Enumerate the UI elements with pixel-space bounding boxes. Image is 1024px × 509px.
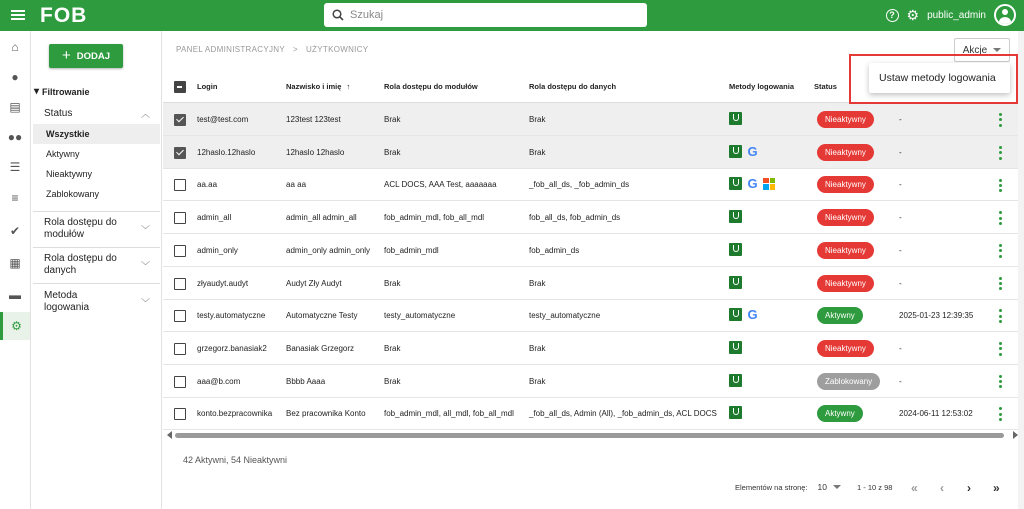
cell-login: admin_all: [197, 213, 232, 223]
plus-icon: +: [61, 47, 71, 64]
more-vert-icon[interactable]: [997, 406, 1003, 422]
more-vert-icon[interactable]: [997, 308, 1003, 324]
status-options: [33, 124, 160, 204]
table-row[interactable]: [163, 234, 1018, 267]
status-title: Status: [44, 108, 73, 119]
cell-login: aa.aa: [197, 180, 218, 190]
filter-title: Filtrowanie: [42, 86, 90, 97]
help-icon[interactable]: ?: [886, 9, 899, 22]
role-data-section[interactable]: [33, 253, 160, 277]
status-option-active[interactable]: Aktywny: [46, 149, 80, 159]
cell-name: admin_only admin_only: [286, 245, 371, 255]
divider: [33, 211, 160, 212]
breadcrumb-users: UŻYTKOWNICY: [305, 45, 369, 54]
cell-last-login: -: [899, 376, 902, 386]
row-checkbox[interactable]: [174, 376, 186, 388]
status-section: [33, 107, 160, 120]
status-option-inactive[interactable]: Nieaktywny: [46, 169, 93, 179]
divider: [33, 283, 160, 284]
header-role-modules[interactable]: Rola dostępu do modułów: [384, 82, 478, 91]
fob-method-icon: [729, 177, 742, 190]
more-vert-icon[interactable]: [997, 243, 1003, 259]
login-method-section[interactable]: [33, 290, 160, 314]
set-login-methods-menu-item[interactable]: Ustaw metody logowania: [869, 63, 1010, 93]
cell-login-methods: [729, 145, 759, 158]
role-modules-section[interactable]: [33, 217, 160, 241]
search-input[interactable]: [350, 9, 630, 21]
page-range: 1 - 10 z 98: [857, 482, 893, 492]
microsoft-method-icon: [763, 178, 775, 190]
cell-login-methods: [729, 341, 742, 354]
cell-login: 12haslo.12haslo: [197, 147, 256, 157]
status-option-blocked[interactable]: Zablokowany: [46, 189, 100, 199]
status-badge: Zablokowany: [817, 373, 880, 390]
row-checkbox[interactable]: [174, 179, 186, 191]
group-icon[interactable]: ●●: [7, 130, 23, 144]
more-vert-icon[interactable]: [997, 112, 1003, 128]
cell-last-login: -: [899, 343, 902, 353]
status-option-all[interactable]: Wszystkie: [33, 124, 160, 144]
cell-role-data: Brak: [529, 376, 546, 386]
cell-name: Audyt Zły Audyt: [286, 278, 342, 288]
breadcrumb: [176, 45, 368, 54]
header-name-label: Nazwisko i imię: [286, 82, 342, 91]
chevron-down-icon: ﹀: [140, 260, 150, 271]
cell-name: 123test 123test: [286, 115, 341, 124]
cell-last-login: -: [899, 180, 902, 190]
prev-page-icon[interactable]: ‹: [940, 481, 944, 495]
google-method-icon: G: [747, 307, 758, 323]
status-section-header[interactable]: [33, 107, 160, 120]
caret-down-icon: [833, 485, 841, 489]
cell-name: aa aa: [286, 180, 307, 190]
fob-method-icon: [729, 308, 742, 321]
google-method-icon: G: [747, 176, 758, 192]
more-vert-icon[interactable]: [997, 374, 1003, 390]
file-icon[interactable]: ▦: [9, 256, 21, 270]
table-row[interactable]: [163, 168, 1018, 201]
more-vert-icon[interactable]: [997, 145, 1003, 161]
fob-method-icon: [729, 210, 742, 223]
actions-dropdown[interactable]: [954, 38, 1010, 62]
cell-role-modules: ACL DOCS, AAA Test, aaaaaaa: [384, 180, 497, 190]
table-row[interactable]: [163, 299, 1018, 332]
cell-login: złyaudyt.audyt: [197, 278, 249, 288]
nav-rail: [0, 31, 31, 509]
table-row[interactable]: [163, 103, 1018, 136]
user-name[interactable]: public_admin: [927, 9, 986, 21]
status-badge: Nieaktywny: [817, 144, 874, 161]
next-page-icon[interactable]: ›: [967, 481, 971, 495]
status-badge: Nieaktywny: [817, 111, 874, 128]
caret-down-icon: [993, 48, 1001, 52]
table-row[interactable]: [163, 332, 1018, 365]
row-checkbox[interactable]: [174, 114, 186, 126]
google-method-icon: G: [747, 143, 758, 159]
check-circle-icon[interactable]: ✔: [9, 224, 21, 238]
actions-label: Akcje: [962, 44, 988, 56]
cell-role-modules: Brak: [384, 343, 401, 353]
page-size-select[interactable]: [818, 482, 841, 492]
pagination: [735, 482, 892, 492]
more-vert-icon[interactable]: [997, 341, 1003, 357]
more-vert-icon[interactable]: [997, 177, 1003, 193]
menu-icon[interactable]: [11, 8, 25, 22]
cell-login: aaa@b.com: [197, 376, 241, 386]
role-data-title: Rola dostępu do danych: [44, 253, 117, 276]
chevron-down-icon: ﹀: [140, 224, 150, 235]
header-status[interactable]: Status: [814, 82, 837, 91]
cell-role-data: fob_admin_ds: [529, 245, 580, 255]
add-button-label: DODAJ: [76, 50, 111, 62]
cell-last-login: 2024-06-11 12:53:02: [899, 409, 973, 419]
table-row[interactable]: [163, 397, 1018, 430]
row-checkbox[interactable]: [174, 147, 186, 159]
cell-name: 12haslo 12haslo: [286, 147, 345, 157]
header-login[interactable]: Login: [197, 82, 218, 91]
table-row[interactable]: [163, 267, 1018, 300]
status-badge: Nieaktywny: [817, 340, 874, 357]
fob-method-icon: [729, 341, 742, 354]
cell-last-login: -: [899, 245, 902, 255]
table-row[interactable]: [163, 136, 1018, 169]
vertical-scrollbar[interactable]: [1018, 31, 1024, 509]
filter-panel: [31, 31, 162, 509]
cell-role-modules: fob_admin_mdl, fob_all_mdl: [384, 213, 485, 223]
divider: [33, 247, 160, 248]
more-vert-icon[interactable]: [997, 276, 1003, 292]
document-person-icon[interactable]: ▤: [9, 100, 21, 114]
gears-icon[interactable]: ⚙: [0, 312, 30, 340]
cell-role-modules: Brak: [384, 376, 401, 386]
cell-login-methods: [729, 406, 742, 419]
cell-login: konto.bezpracownika: [197, 409, 273, 419]
fob-method-icon: [729, 243, 742, 256]
cell-role-data: Brak: [529, 343, 546, 353]
horizontal-scrollbar[interactable]: [165, 431, 1020, 439]
cell-role-modules: fob_admin_mdl: [384, 245, 439, 255]
cell-name: Banasiak Grzegorz: [286, 343, 355, 353]
cell-name: Bez pracownika Konto: [286, 409, 366, 419]
more-vert-icon[interactable]: [997, 210, 1003, 226]
cell-login-methods: [729, 276, 742, 289]
app-logo[interactable]: FOB: [40, 4, 88, 27]
first-page-icon[interactable]: «: [911, 481, 918, 495]
cell-role-data: Brak: [529, 147, 546, 157]
cell-login-methods: [729, 243, 742, 256]
row-checkbox[interactable]: [174, 212, 186, 224]
header-methods[interactable]: Metody logowania: [729, 82, 795, 91]
row-checkbox[interactable]: [174, 278, 186, 290]
page-size-label: Elementów na stronę:: [735, 482, 808, 492]
search-box[interactable]: [324, 3, 647, 27]
cell-last-login: -: [899, 278, 902, 288]
cell-login: grzegorz.banasiak2: [197, 343, 267, 353]
cell-name: Automatyczne Testy: [286, 311, 358, 321]
top-bar: [0, 0, 1024, 31]
scrollbar-thumb[interactable]: [175, 433, 1004, 438]
cell-role-data: Brak: [529, 278, 546, 288]
header-name[interactable]: [286, 82, 350, 91]
cell-role-modules: Brak: [384, 147, 401, 157]
row-checkbox[interactable]: [174, 343, 186, 355]
cell-role-modules: Brak: [384, 115, 401, 124]
table-row[interactable]: [163, 201, 1018, 234]
cell-login-methods: [729, 308, 759, 321]
fob-method-icon: [729, 112, 742, 125]
status-summary: 42 Aktywni, 54 Nieaktywni: [183, 455, 288, 465]
cell-login: testy.automatyczne: [197, 311, 266, 321]
status-badge: Nieaktywny: [817, 209, 874, 226]
status-badge: Nieaktywny: [817, 242, 874, 259]
cell-role-data: _fob_all_ds, Admin (All), _fob_admin_ds, ACL DOCS: [529, 409, 717, 419]
table-row[interactable]: [163, 365, 1018, 398]
sort-arrow-icon: ↑: [346, 82, 351, 91]
search-icon: [332, 9, 344, 21]
filter-icon: ▾: [34, 86, 40, 97]
fob-method-icon: [729, 276, 742, 289]
cell-login-methods: [729, 374, 742, 387]
status-badge: Aktywny: [817, 307, 863, 324]
cell-last-login: 2025-01-23 12:39:35: [899, 311, 974, 321]
row-checkbox[interactable]: [174, 310, 186, 322]
fob-method-icon: [729, 145, 742, 158]
cell-role-modules: fob_admin_mdl, all_mdl, fob_all_mdl: [384, 409, 514, 419]
fob-method-icon: [729, 406, 742, 419]
cell-login: test@test.com: [197, 115, 249, 124]
row-checkbox[interactable]: [174, 245, 186, 257]
fob-method-icon: [729, 374, 742, 387]
add-button[interactable]: [49, 44, 123, 68]
cell-login-methods: [729, 112, 742, 125]
gear-icon[interactable]: ⚙: [906, 7, 920, 23]
header-role-data[interactable]: Rola dostępu do danych: [529, 82, 617, 91]
breadcrumb-admin-panel[interactable]: PANEL ADMINISTRACYJNY: [176, 45, 285, 54]
row-checkbox[interactable]: [174, 408, 186, 420]
chevron-down-icon: ﹀: [140, 297, 150, 308]
select-all-checkbox[interactable]: [174, 81, 186, 93]
cell-role-data: Brak: [529, 115, 546, 124]
status-badge: Nieaktywny: [817, 176, 874, 193]
chevron-up-icon: ︿: [140, 109, 150, 119]
cell-last-login: -: [899, 147, 902, 157]
cell-role-data: fob_all_ds, fob_admin_ds: [529, 213, 621, 223]
cell-login-methods: [729, 210, 742, 223]
cell-role-modules: testy_automatyczne: [384, 311, 456, 321]
cell-login: admin_only: [197, 245, 238, 255]
cell-role-modules: Brak: [384, 278, 401, 288]
cell-last-login: -: [899, 213, 902, 223]
cell-login-methods: [729, 177, 775, 190]
scroll-left-icon[interactable]: [167, 431, 172, 439]
avatar-icon[interactable]: [994, 4, 1016, 26]
breadcrumb-separator: >: [293, 45, 298, 54]
users-table: [163, 70, 1024, 440]
folder-icon[interactable]: ▬: [9, 288, 21, 302]
list-icon[interactable]: ≡: [11, 191, 19, 205]
login-method-title: Metoda logowania: [44, 290, 90, 313]
last-page-icon[interactable]: »: [993, 481, 1000, 495]
status-badge: Nieaktywny: [817, 275, 874, 292]
cell-name: Bbbb Aaaa: [286, 376, 326, 386]
cell-role-data: testy_automatyczne: [529, 311, 601, 321]
filter-heading: [34, 86, 90, 97]
cell-name: admin_all admin_all: [286, 213, 357, 223]
person-icon[interactable]: ●: [11, 70, 19, 84]
cell-last-login: -: [899, 115, 902, 124]
page-size-value: 10: [817, 482, 828, 492]
cell-role-data: _fob_all_ds, _fob_admin_ds: [529, 180, 630, 190]
status-badge: Aktywny: [817, 405, 863, 422]
list-person-icon[interactable]: ☰: [9, 160, 21, 174]
home-icon[interactable]: ⌂: [11, 40, 19, 54]
role-modules-title: Rola dostępu do modułów: [44, 217, 117, 240]
